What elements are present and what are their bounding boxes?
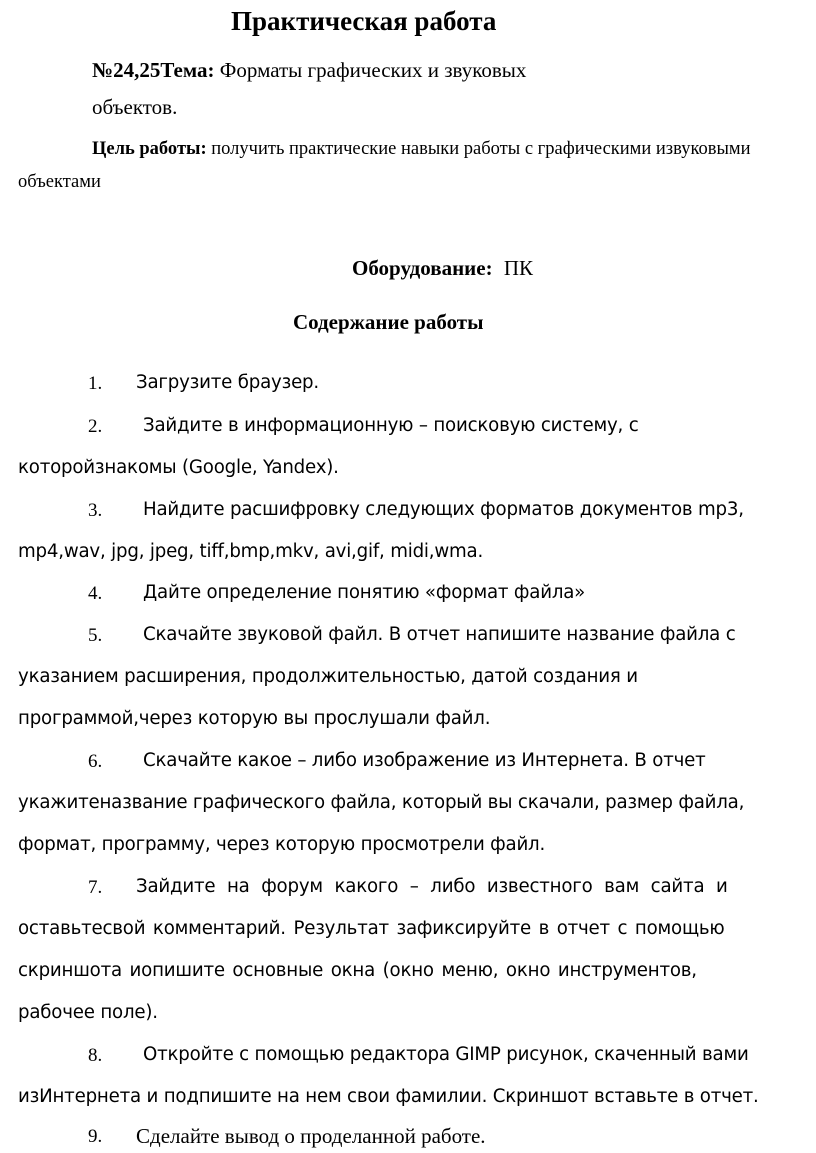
item-text: укажитеназвание графического файла, который вы скачали, размер файла, — [18, 792, 745, 813]
content-heading: Содержание работы — [293, 310, 484, 334]
item-number: 1. — [88, 373, 103, 394]
item-number: 9. — [88, 1126, 103, 1147]
item-text: Найдите расшифровку следующих форматов документов mp3, — [143, 499, 744, 520]
item-text: программой,через которую вы прослушали файл. — [18, 708, 491, 729]
topic-text-cont: объектов. — [92, 95, 178, 119]
equipment-label: Оборудование: — [352, 256, 493, 280]
item-number: 3. — [88, 500, 103, 521]
item-text: формат, программу, через которую просмотрели файл. — [18, 834, 546, 855]
item-text: изИнтернета и подпишите на нем свои фамилии. Скриншот вставьте в отчет. — [18, 1086, 759, 1107]
item-text: Зайдите на форум какого – либо известного вам сайта и — [136, 876, 728, 897]
item-text: Загрузите браузер. — [136, 372, 319, 393]
item-text: указанием расширения, продолжительностью, датой создания и — [18, 666, 638, 687]
item-text: Сделайте вывод о проделанной работе. — [136, 1124, 486, 1148]
item-number: 6. — [88, 751, 103, 772]
page-title: Практическая работа — [231, 6, 497, 36]
item-text: Откройте с помощью редактора GIMP рисунок, скаченный вами — [143, 1044, 749, 1065]
goal-line — [92, 139, 751, 160]
topic-line — [92, 58, 526, 83]
equipment-line — [352, 256, 533, 281]
item-text: mp4,wav, jpg, jpeg, tiff,bmp,mkv, avi,gif, midi,wma. — [18, 541, 484, 562]
goal-text-cont: объектами — [18, 172, 101, 192]
item-number: 5. — [88, 625, 103, 646]
item-text: Скачайте звуковой файл. В отчет напишите название файла с — [143, 624, 736, 645]
item-text: рабочее поле). — [18, 1002, 158, 1023]
item-text: оставьтесвой комментарий. Результат зафиксируйте в отчет с помощью — [18, 918, 725, 939]
topic-label: №24,25Тема: — [92, 58, 215, 82]
item-text: Дайте определение понятию «формат файла» — [143, 582, 586, 603]
item-number: 7. — [88, 877, 103, 898]
equipment-value: ПК — [503, 256, 534, 280]
item-number: 4. — [88, 583, 103, 604]
topic-text: Форматы графических и звуковых — [219, 58, 527, 82]
item-number: 2. — [88, 416, 103, 437]
item-text: Зайдите в информационную – поисковую систему, с — [143, 415, 639, 436]
goal-label: Цель работы: — [92, 139, 207, 159]
item-number: 8. — [88, 1045, 103, 1066]
item-text: Скачайте какое – либо изображение из Интернета. В отчет — [143, 750, 706, 771]
item-text: которойзнакомы (Google, Yandex). — [18, 457, 339, 478]
goal-text: получить практические навыки работы с графическими извуковыми — [211, 139, 751, 159]
item-text: скриншота иопишите основные окна (окно меню, окно инструментов, — [18, 960, 697, 981]
